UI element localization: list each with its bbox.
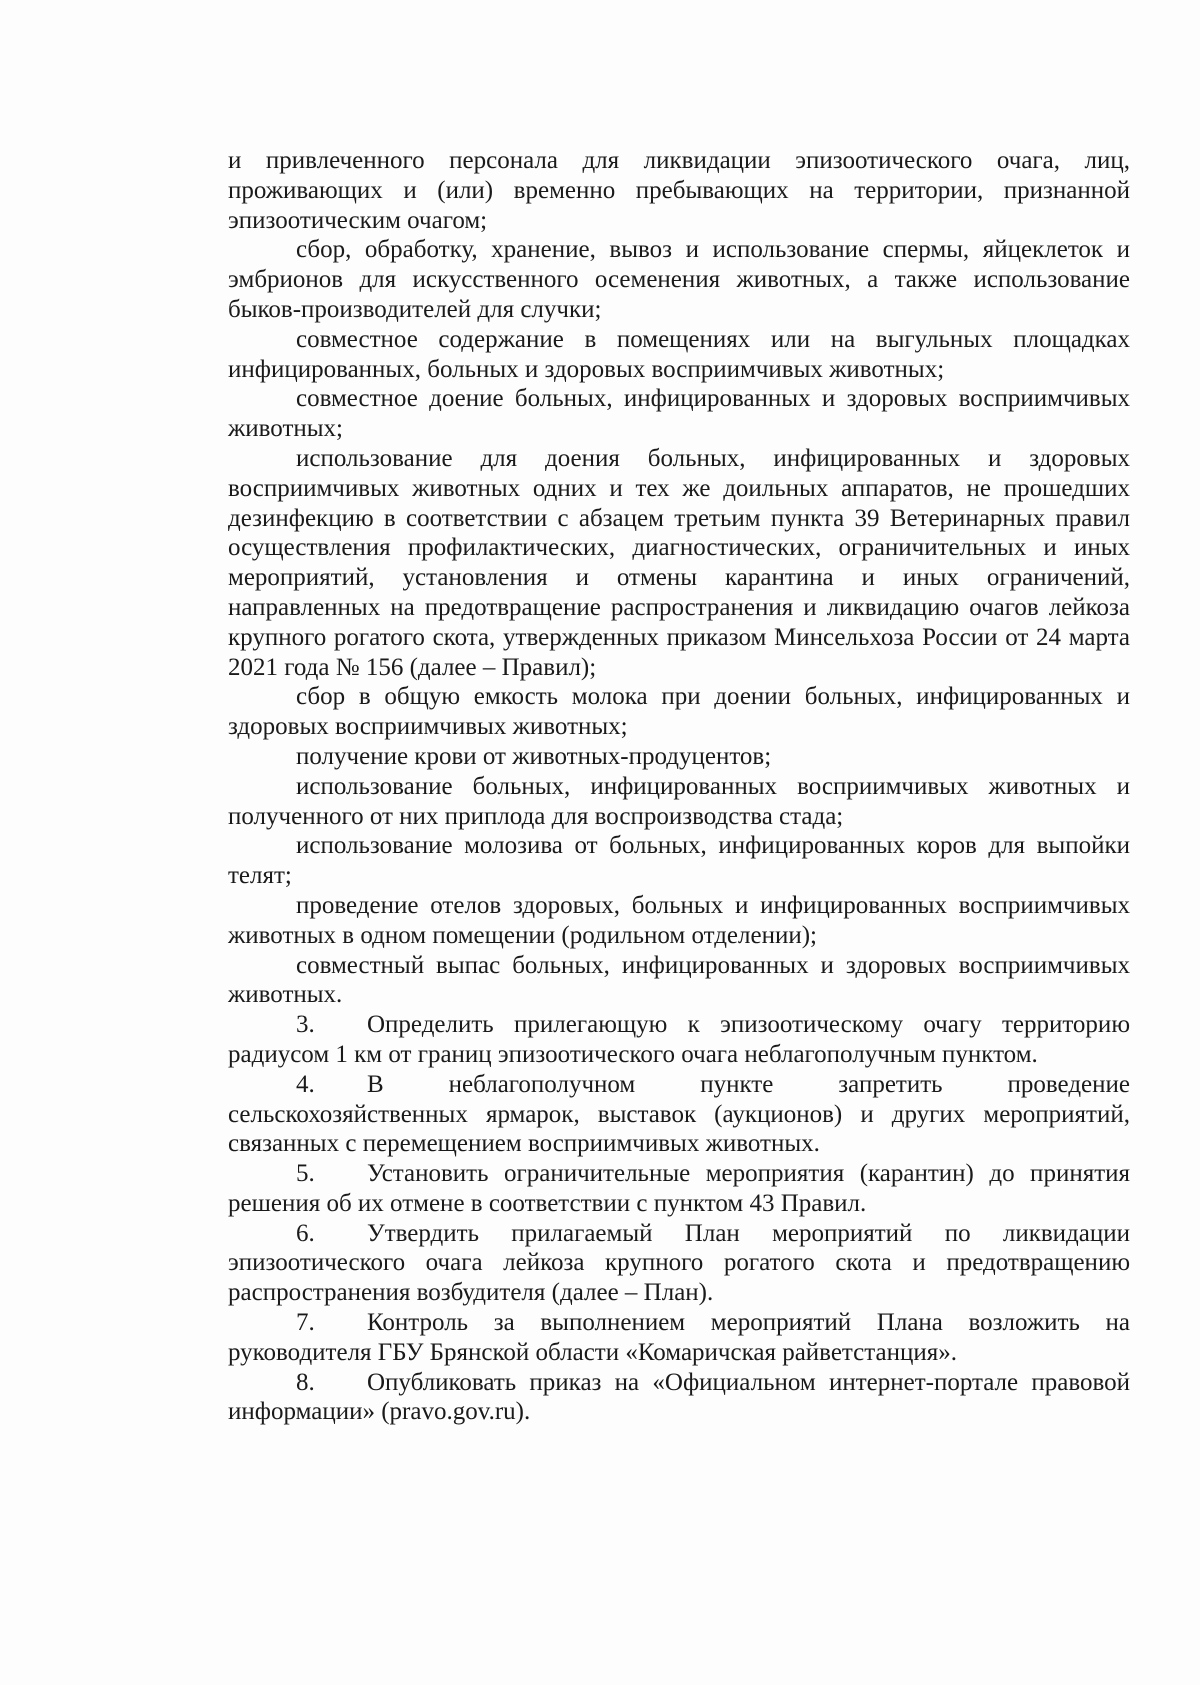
item-text: В неблагополучном пункте запретить проведение сельскохозяйственных ярмарок, выставок (аукционов) и других мероприятий, связанных с перемещением восприимчивых животных. bbox=[228, 1070, 1130, 1158]
paragraph: совместное содержание в помещениях или на выгульных площадках инфицированных, больных и здоровых восприимчивых животных; bbox=[228, 325, 1130, 383]
numbered-item bbox=[228, 1159, 1130, 1219]
paragraph: сбор в общую емкость молока при доении больных, инфицированных и здоровых восприимчивых животных; bbox=[228, 683, 1130, 741]
numbered-item bbox=[228, 1219, 1130, 1308]
item-number: 6. bbox=[296, 1219, 315, 1247]
item-text: Утвердить прилагаемый План мероприятий по ликвидации эпизоотического очага лейкоза крупного рогатого скота и предотвращению распространения возбудителя (далее – План). bbox=[228, 1219, 1130, 1307]
paragraph: использование для доения больных, инфицированных и здоровых восприимчивых животных одних и тех же доильных аппаратов, не прошедших дезинфекцию в соответствии с абзацем третьим пункта 39 Ветеринарных правил осуществления профилактических, диагностических, ограничительных и иных мероприятий, установления и отмены карантина и иных ограничений, направленных на предотвращение распространения и ликвидацию очагов лейкоза крупного рогатого скота, утвержденных приказом Минсельхоза России от 24 марта 2021 года № 156 (далее – Правил); bbox=[228, 444, 1130, 681]
item-number: 4. bbox=[296, 1070, 315, 1098]
paragraph: получение крови от животных-продуцентов; bbox=[296, 742, 772, 770]
paragraph: проведение отелов здоровых, больных и инфицированных восприимчивых животных в одном помещении (родильном отделении); bbox=[228, 891, 1130, 949]
item-text: Определить прилегающую к эпизоотическому очагу территорию радиусом 1 км от границ эпизоотического очага неблагополучным пунктом. bbox=[228, 1011, 1130, 1068]
numbered-item bbox=[228, 1368, 1130, 1428]
paragraph: сбор, обработку, хранение, вывоз и использование спермы, яйцеклеток и эмбрионов для искусственного осеменения животных, а также использование быков-производителей для случки; bbox=[228, 236, 1130, 323]
item-text: Установить ограничительные мероприятия (карантин) до принятия решения об их отмене в соответствии с пунктом 43 Правил. bbox=[228, 1160, 1130, 1217]
numbered-item bbox=[228, 1010, 1130, 1070]
item-number: 7. bbox=[296, 1309, 315, 1337]
item-number: 3. bbox=[296, 1011, 315, 1039]
numbered-item bbox=[228, 1308, 1130, 1368]
document-body bbox=[228, 146, 1130, 1427]
paragraph: совместный выпас больных, инфицированных и здоровых восприимчивых животных. bbox=[228, 951, 1130, 1009]
paragraph: использование больных, инфицированных восприимчивых животных и полученного от них приплода для воспроизводства стада; bbox=[228, 772, 1130, 830]
paragraph: и привлеченного персонала для ликвидации эпизоотического очага, лиц, проживающих и (или) временно пребывающих на территории, признанной эпизоотическим очагом; bbox=[228, 147, 1130, 234]
paragraph: использование молозива от больных, инфицированных коров для выпойки телят; bbox=[228, 832, 1130, 890]
item-number: 8. bbox=[296, 1368, 315, 1396]
numbered-item bbox=[228, 1070, 1130, 1159]
paragraph: совместное доение больных, инфицированных и здоровых восприимчивых животных; bbox=[228, 385, 1130, 443]
item-text: Контроль за выполнением мероприятий Плана возложить на руководителя ГБУ Брянской области «Комаричская райветстанция». bbox=[228, 1309, 1130, 1366]
item-text: Опубликовать приказ на «Официальном интернет-портале правовой информации» (pravo.gov.ru). bbox=[228, 1368, 1130, 1426]
item-number: 5. bbox=[296, 1160, 315, 1188]
